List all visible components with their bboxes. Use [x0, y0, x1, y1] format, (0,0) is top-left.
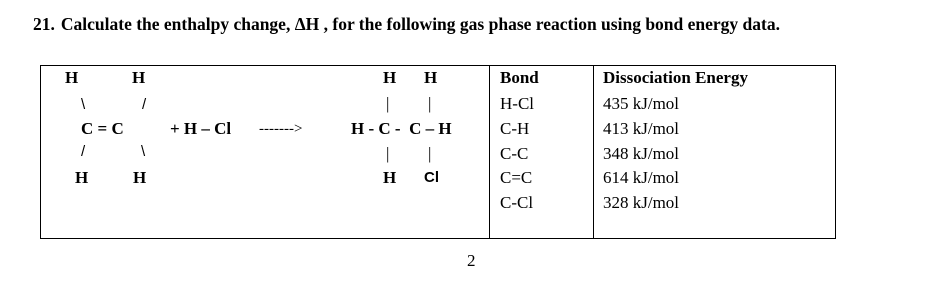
product-top-left-h: H: [383, 68, 397, 87]
reactant-bond-lower-left: /: [81, 143, 86, 160]
reactant-top-left-h: H: [65, 68, 79, 87]
product-bond-bottom-right: |: [428, 144, 432, 163]
bond-cell: C-Cl: [500, 193, 534, 212]
energy-cell: 413 kJ/mol: [603, 119, 680, 138]
column-divider-right: [593, 66, 594, 238]
bond-cell: C=C: [500, 168, 533, 187]
page-number: 2: [467, 251, 476, 270]
energy-cell: 348 kJ/mol: [603, 144, 680, 163]
column-divider-left: [489, 66, 490, 238]
reaction-arrow: ------->: [259, 121, 303, 137]
reactant-core: C = C: [81, 119, 124, 138]
reactant-bond-lower-right: \: [141, 143, 146, 160]
reaction-data-box: [40, 65, 836, 239]
reactant-top-right-h: H: [132, 68, 146, 87]
header-dissociation-energy: Dissociation Energy: [603, 68, 748, 87]
product-bond-bottom-left: |: [386, 144, 390, 163]
header-bond: Bond: [500, 68, 539, 87]
reagent-hcl: + H – Cl: [170, 119, 232, 138]
energy-cell: 328 kJ/mol: [603, 193, 680, 212]
reactant-bond-upper-right: /: [142, 96, 147, 113]
bond-cell: C-H: [500, 119, 530, 138]
product-bottom-cl: Cl: [424, 169, 439, 186]
reactant-bottom-right-h: H: [133, 168, 147, 187]
question-heading: [33, 14, 780, 35]
question-number: 21.: [33, 14, 55, 34]
question-text: Calculate the enthalpy change, ΔH , for the following gas phase reaction using bond energy data.: [60, 14, 780, 34]
product-core: H - C - C – H: [351, 119, 452, 138]
product-bond-top-left: |: [386, 94, 390, 113]
product-bottom-h: H: [383, 168, 397, 187]
energy-cell: 435 kJ/mol: [603, 94, 680, 113]
product-bond-top-right: |: [428, 94, 432, 113]
bond-cell: C-C: [500, 144, 529, 163]
bond-cell: H-Cl: [500, 94, 534, 113]
energy-cell: 614 kJ/mol: [603, 168, 680, 187]
reactant-bottom-left-h: H: [75, 168, 89, 187]
reactant-bond-upper-left: \: [81, 96, 86, 113]
product-top-right-h: H: [424, 68, 438, 87]
